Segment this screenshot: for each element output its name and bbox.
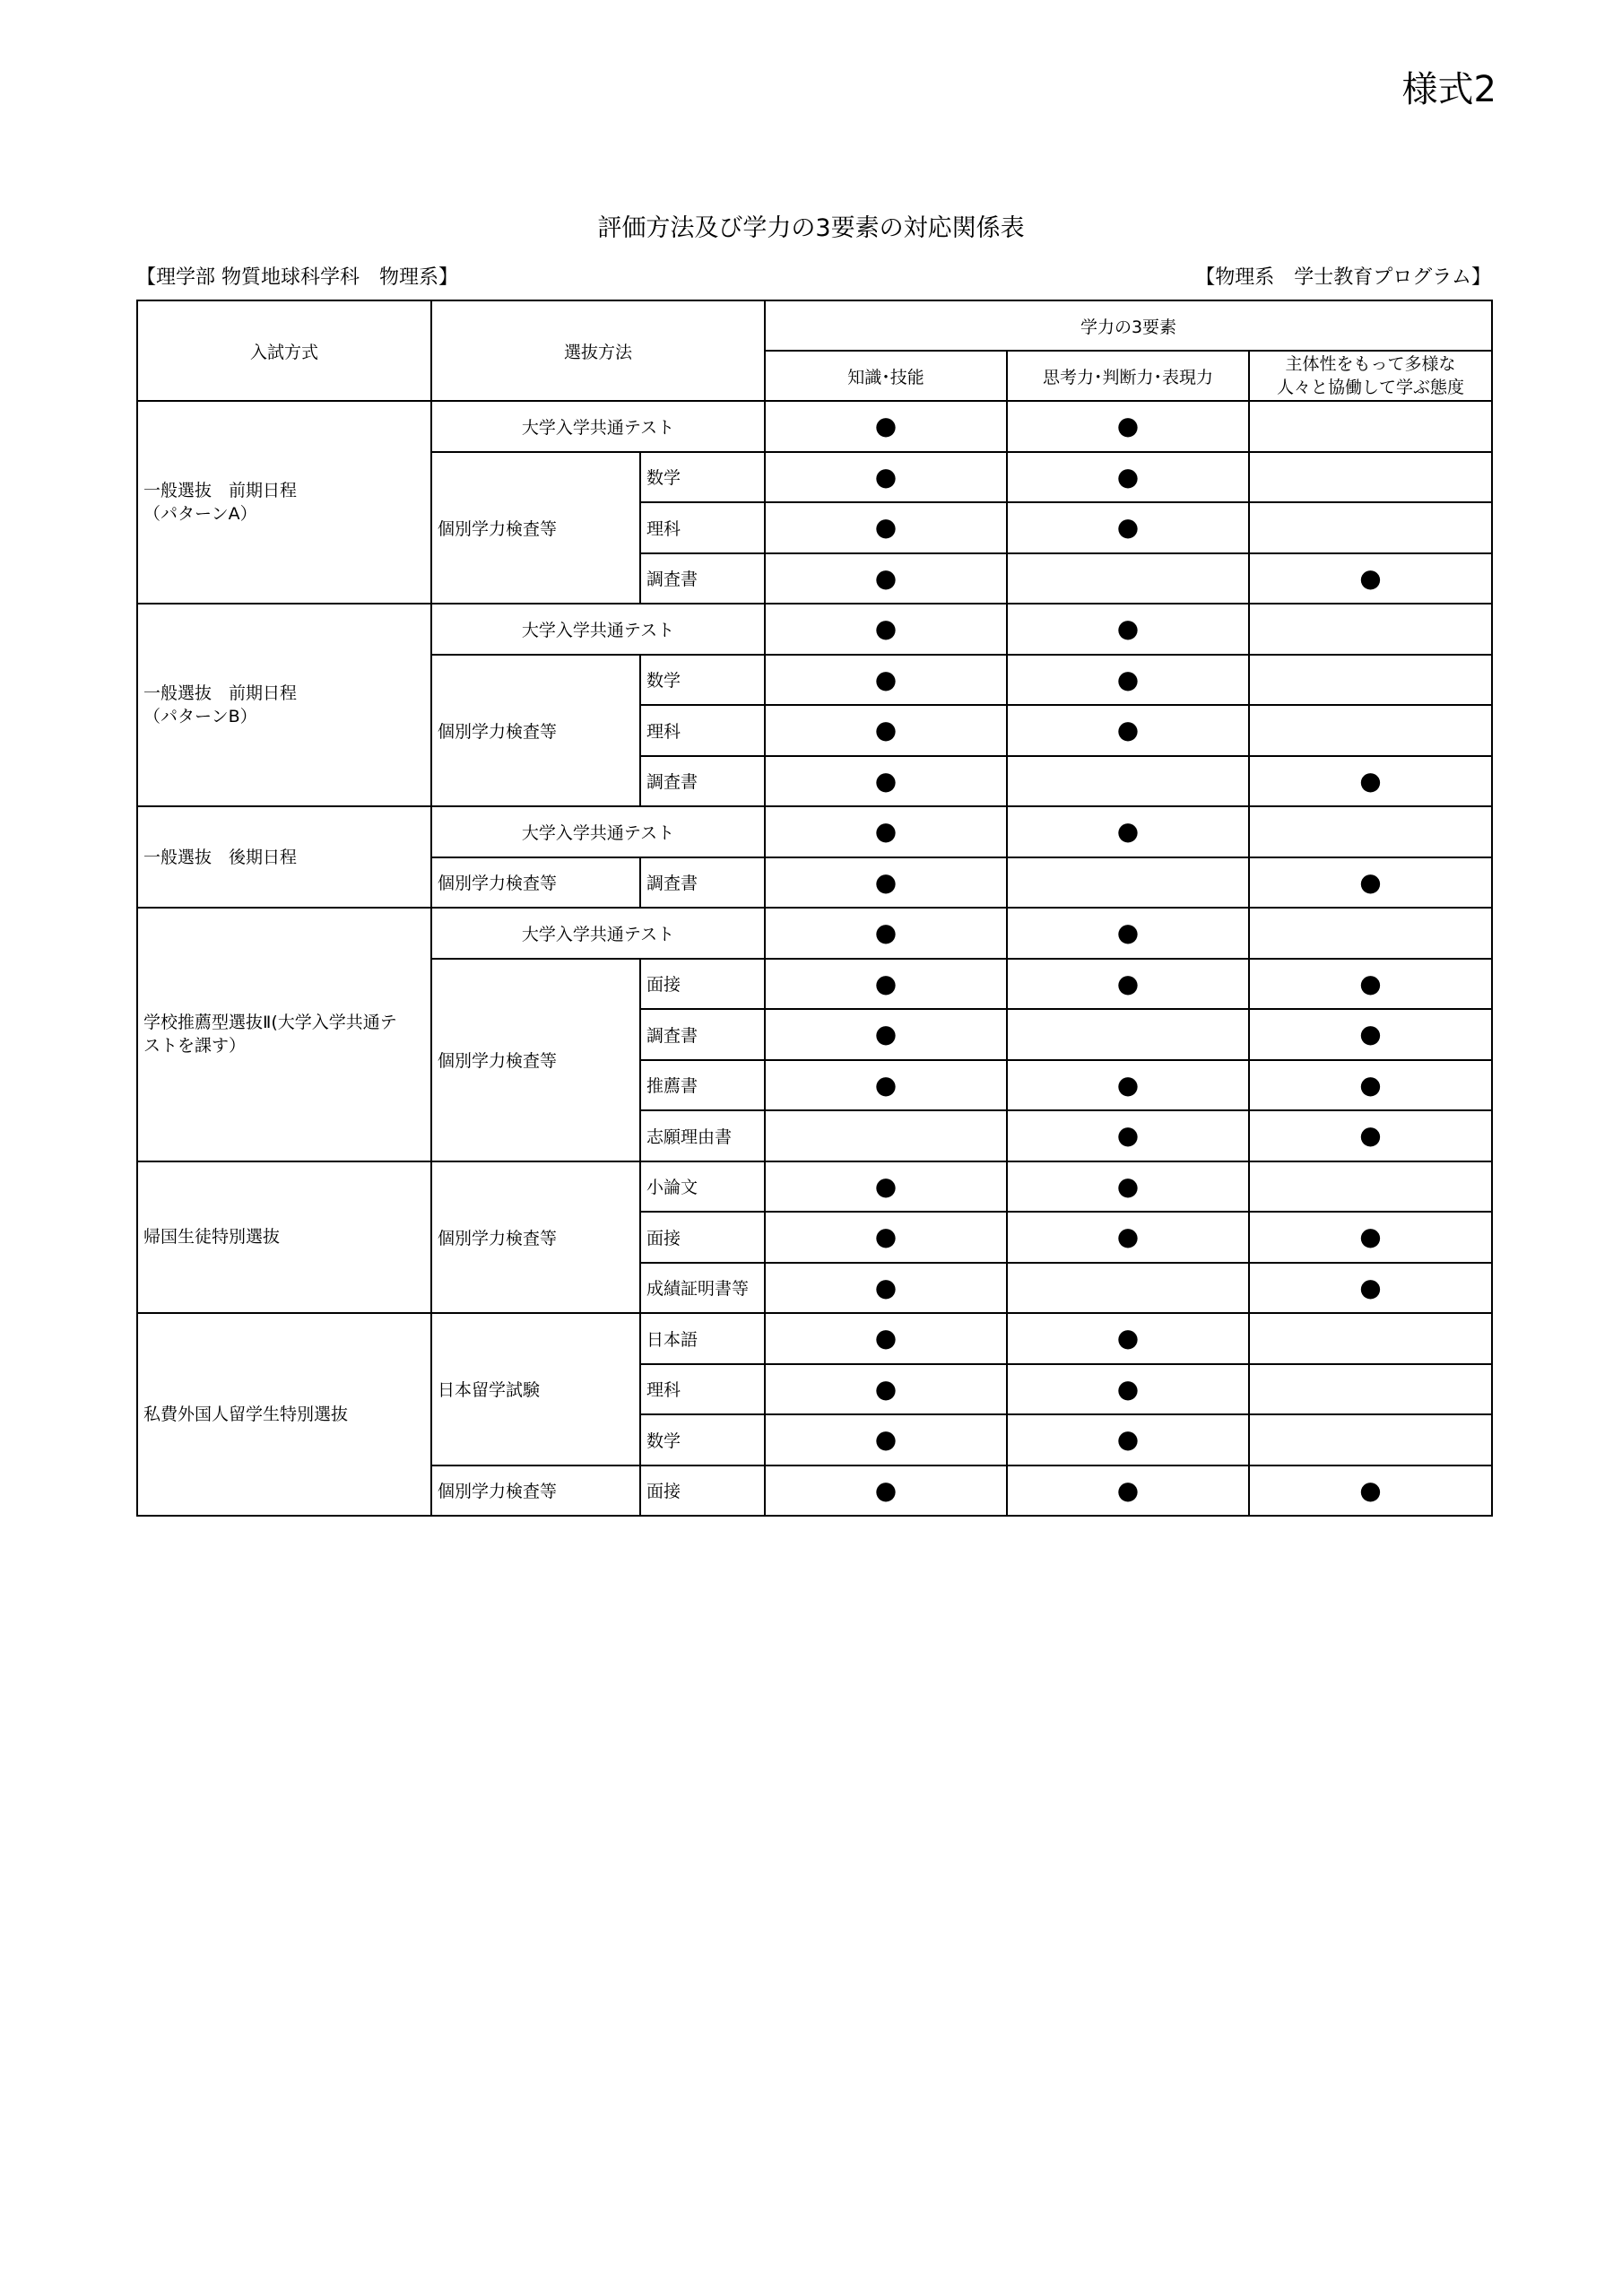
method-line: （パターンA） [143, 504, 257, 524]
mark-dot: ● [874, 512, 898, 543]
mark-dot: ● [1116, 1373, 1140, 1404]
mark-dot: ● [1116, 411, 1140, 441]
mark-cell [1007, 502, 1249, 553]
mark-cell [1007, 705, 1249, 756]
item-cell: 面接 [640, 1465, 765, 1517]
mark-cell [1007, 756, 1249, 807]
table-row [137, 1161, 1492, 1213]
form-label: 様式2 [1401, 69, 1496, 110]
mark-cell [765, 857, 1007, 909]
mark-cell [765, 908, 1007, 959]
mark-dot: ● [874, 1474, 898, 1505]
mark-cell [765, 655, 1007, 706]
item-cell: 成績証明書等 [640, 1263, 765, 1314]
mark-dot: ● [874, 1272, 898, 1302]
mark-cell [1007, 908, 1249, 959]
mark-dot: ● [1359, 1120, 1382, 1151]
mark-cell [1249, 604, 1492, 655]
mark-cell [1007, 959, 1249, 1010]
mark-cell [1007, 1212, 1249, 1263]
mark-dot: ● [1359, 765, 1382, 796]
method-cell [137, 604, 431, 806]
item-cell: 理科 [640, 705, 765, 756]
mark-dot: ● [874, 562, 898, 593]
method-cell [137, 1161, 431, 1314]
selection-cell: 個別学力検査等 [431, 452, 640, 604]
mark-cell [765, 1060, 1007, 1111]
mark-dot: ● [1116, 1424, 1140, 1455]
mark-cell [1249, 1060, 1492, 1111]
mark-dot: ● [874, 968, 898, 998]
header-method: 入試方式 [137, 300, 431, 401]
mark-cell [765, 1313, 1007, 1364]
method-line: 一般選抜 前期日程 [143, 481, 298, 500]
item-cell: 数学 [640, 1414, 765, 1465]
mark-cell [1249, 655, 1492, 706]
mark-dot: ● [1359, 1069, 1382, 1100]
method-cell [137, 1313, 431, 1516]
item-cell: 理科 [640, 502, 765, 553]
mark-dot: ● [874, 1222, 898, 1252]
mark-dot: ● [1116, 512, 1140, 543]
mark-dot: ● [1116, 461, 1140, 491]
mark-dot: ● [1116, 664, 1140, 694]
selection-cell: 大学入学共通テスト [431, 401, 765, 452]
mark-cell [1249, 502, 1492, 553]
item-cell: 小論文 [640, 1161, 765, 1213]
item-cell: 調査書 [640, 1009, 765, 1060]
mark-cell [1007, 1313, 1249, 1364]
mark-cell [1007, 806, 1249, 857]
item-cell: 数学 [640, 655, 765, 706]
mark-cell [1249, 553, 1492, 604]
header-attitude [1249, 351, 1492, 401]
method-line: 帰国生徒特別選抜 [143, 1227, 281, 1248]
mark-cell [1007, 553, 1249, 604]
method-line: 一般選抜 前期日程 [143, 683, 298, 703]
mark-cell [765, 959, 1007, 1010]
selection-cell: 個別学力検査等 [431, 655, 640, 807]
mark-dot: ● [874, 1323, 898, 1353]
mark-dot: ● [1359, 866, 1382, 897]
mark-cell [765, 1263, 1007, 1314]
mark-cell [1249, 959, 1492, 1010]
table-row [137, 1313, 1492, 1364]
mark-dot: ● [1359, 1019, 1382, 1049]
mark-cell [1007, 1263, 1249, 1314]
mark-dot: ● [874, 1069, 898, 1100]
mark-cell [1007, 604, 1249, 655]
mark-dot: ● [874, 613, 898, 644]
mark-cell [765, 1110, 1007, 1161]
item-cell: 調査書 [640, 553, 765, 604]
mark-cell [1249, 401, 1492, 452]
method-line: 学校推薦型選抜Ⅱ(大学入学共通テ [143, 1013, 397, 1033]
method-line: 私費外国人留学生特別選抜 [143, 1405, 349, 1424]
mark-dot: ● [874, 411, 898, 441]
mark-dot: ● [1359, 562, 1382, 593]
item-cell: 面接 [640, 959, 765, 1010]
item-cell: 数学 [640, 452, 765, 503]
mark-cell [1249, 756, 1492, 807]
mark-dot: ● [874, 1424, 898, 1455]
item-cell: 理科 [640, 1364, 765, 1415]
mark-cell [1007, 857, 1249, 909]
mark-cell [1249, 806, 1492, 857]
table-row [137, 401, 1492, 452]
mark-cell [1249, 1313, 1492, 1364]
mark-cell [1249, 452, 1492, 503]
mark-cell [765, 452, 1007, 503]
mark-cell [1249, 1009, 1492, 1060]
item-cell: 推薦書 [640, 1060, 765, 1111]
selection-cell: 大学入学共通テスト [431, 806, 765, 857]
program-label: 【物理系 学士教育プログラム】 [1195, 266, 1491, 289]
mark-dot: ● [874, 1373, 898, 1404]
mark-cell [1249, 705, 1492, 756]
mark-cell [765, 705, 1007, 756]
selection-cell: 個別学力検査等 [431, 1465, 640, 1517]
item-cell: 日本語 [640, 1313, 765, 1364]
header-selection: 選抜方法 [431, 300, 765, 401]
mark-dot: ● [1116, 1170, 1140, 1201]
method-line: （パターンB） [143, 707, 257, 726]
mark-cell [765, 1161, 1007, 1213]
mark-cell [765, 1465, 1007, 1517]
mark-dot: ● [874, 816, 898, 847]
mark-cell [1249, 1161, 1492, 1213]
mark-cell [765, 1414, 1007, 1465]
table-row [137, 908, 1492, 959]
mark-cell [1007, 1060, 1249, 1111]
method-line: 一般選抜 後期日程 [143, 847, 298, 867]
mark-cell [765, 604, 1007, 655]
mark-dot: ● [874, 1019, 898, 1049]
header-elements: 学力の3要素 [765, 300, 1492, 351]
table-row [137, 806, 1492, 857]
selection-cell: 個別学力検査等 [431, 857, 640, 909]
mark-cell [765, 1364, 1007, 1415]
mark-cell [1007, 655, 1249, 706]
mark-dot: ● [874, 1170, 898, 1201]
mark-dot: ● [874, 866, 898, 897]
mark-dot: ● [874, 918, 898, 948]
item-cell: 調査書 [640, 857, 765, 909]
table-row [137, 604, 1492, 655]
evaluation-table [136, 300, 1493, 1517]
mark-cell [1249, 1414, 1492, 1465]
mark-dot: ● [1116, 613, 1140, 644]
mark-dot: ● [1116, 816, 1140, 847]
selection-cell: 大学入学共通テスト [431, 908, 765, 959]
mark-cell [765, 1212, 1007, 1263]
header-thinking: 思考力･判断力･表現力 [1007, 351, 1249, 401]
mark-cell [1249, 1263, 1492, 1314]
mark-dot: ● [1116, 1323, 1140, 1353]
mark-dot: ● [1359, 1272, 1382, 1302]
header-attitude-line2: 人々と協働して学ぶ態度 [1277, 378, 1465, 397]
header-attitude-line1: 主体性をもって多様な [1285, 354, 1456, 374]
mark-dot: ● [874, 664, 898, 694]
mark-cell [765, 806, 1007, 857]
mark-dot: ● [1116, 1120, 1140, 1151]
selection-cell: 日本留学試験 [431, 1313, 640, 1465]
method-cell [137, 401, 431, 604]
mark-cell [1249, 1364, 1492, 1415]
mark-cell [1007, 401, 1249, 452]
selection-cell: 個別学力検査等 [431, 1161, 640, 1314]
mark-dot: ● [1116, 1222, 1140, 1252]
mark-dot: ● [1359, 1222, 1382, 1252]
mark-dot: ● [1116, 1069, 1140, 1100]
document-title: 評価方法及び学力の3要素の対応関係表 [597, 214, 1025, 242]
mark-cell [1007, 1009, 1249, 1060]
item-cell: 志願理由書 [640, 1110, 765, 1161]
item-cell: 調査書 [640, 756, 765, 807]
mark-dot: ● [1359, 968, 1382, 998]
method-cell [137, 806, 431, 908]
mark-cell [1249, 1212, 1492, 1263]
method-line: ストを課す） [143, 1036, 247, 1057]
mark-dot: ● [874, 715, 898, 745]
mark-cell [1007, 1414, 1249, 1465]
selection-cell: 大学入学共通テスト [431, 604, 765, 655]
mark-cell [1007, 1110, 1249, 1161]
mark-dot: ● [874, 765, 898, 796]
mark-dot: ● [1116, 1474, 1140, 1505]
mark-cell [1007, 1364, 1249, 1415]
mark-cell [1249, 908, 1492, 959]
mark-cell [1007, 452, 1249, 503]
mark-dot: ● [1116, 918, 1140, 948]
mark-dot: ● [874, 461, 898, 491]
mark-cell [765, 756, 1007, 807]
mark-dot: ● [1359, 1474, 1382, 1505]
mark-dot: ● [1116, 968, 1140, 998]
method-cell [137, 908, 431, 1161]
mark-cell [1249, 1465, 1492, 1517]
mark-dot: ● [1116, 715, 1140, 745]
mark-cell [1007, 1465, 1249, 1517]
mark-cell [1007, 1161, 1249, 1213]
item-cell: 面接 [640, 1212, 765, 1263]
mark-cell [765, 1009, 1007, 1060]
department-label: 【理学部 物質地球科学科 物理系】 [136, 266, 458, 289]
mark-cell [765, 553, 1007, 604]
table-body [137, 401, 1492, 1516]
mark-cell [765, 401, 1007, 452]
mark-cell [765, 502, 1007, 553]
header-knowledge: 知識･技能 [765, 351, 1007, 401]
selection-cell: 個別学力検査等 [431, 959, 640, 1161]
mark-cell [1249, 1110, 1492, 1161]
mark-cell [1249, 857, 1492, 909]
